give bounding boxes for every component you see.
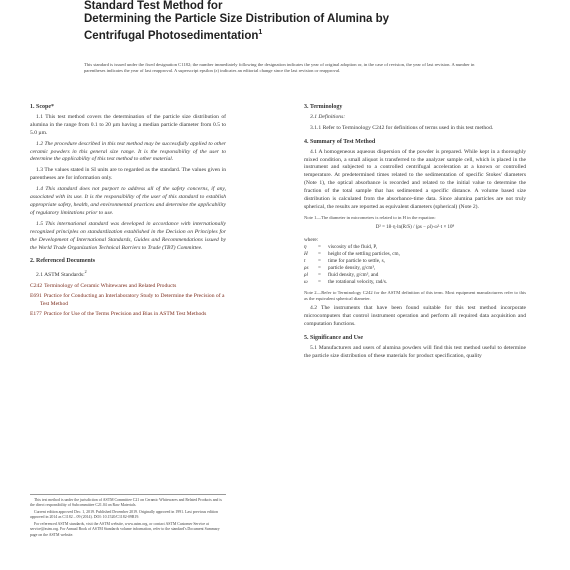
reference-item[interactable]: E177 Practice for Use of the Terms Precision and Bias in ASTM Test Methods [30, 310, 207, 317]
reference-item[interactable]: E691 Practice for Conducting an Interlaboratory Study to Determine the Precision of a Test Method [30, 292, 225, 307]
footnote-1-edition: Current edition approved Dec. 1, 2019. Published December 2019. Originally approved in 1991. Last previous edition approved in 2014 as C1182 – 09 (2014). DOI: 10.1520/C1182-09R19. [30, 510, 218, 520]
symbol-definition: η = viscosity of the fluid, P, [304, 244, 377, 251]
note-1: Note 1—The diameter in micrometres is related to in H in the equation: [304, 214, 436, 220]
symbol-definition: ω = the rotational velocity, rad/s. [304, 279, 388, 286]
paragraph-1-5: 1.5 This international standard was developed in accordance with internationally recognized principles on standardization established in the Decision on Principles for the Development of International Standards, Guides and Recommendations issued by the World Trade Organization Technical Barriers to Trade (TBT) Committee. [30, 220, 226, 251]
footnote-1: This test method is under the jurisdiction of ASTM Committee C21 on Ceramic Whitewares and Related Products and is the direct responsibility of Subcommittee C21.04 on Raw Materials. [30, 498, 222, 508]
title-line-2: Determining the Particle Size Distribution of Alumina by [84, 13, 390, 25]
stokes-equation: D² = 18·η·ln(R/S) / (ρs − ρl)·ω²·t × 10⁸ [375, 225, 455, 231]
section-referenced-documents-heading: 2. Referenced Documents [30, 258, 96, 265]
paragraph-3-1: 3.1 Definitions: [310, 113, 346, 120]
section-significance-heading: 5. Significance and Use [304, 335, 364, 342]
astm-standards-label: 2.1 ASTM Standards:$^2$ [36, 269, 87, 279]
paragraph-1-1: 1.1 This test method covers the determination of the particle size distribution of alumina in the range from 0.1 to 20 µm having a median particle diameter from 0.5 to 5.0 µm. [30, 113, 226, 136]
note-2: Note 2—Refer to Terminology C242 for the ASTM definition of this term. Most equipment manufacturers refer to this as the equivalent spherical diameter. [304, 290, 526, 302]
paragraph-3-1-1: 3.1.1 Refer to Terminology C242 for definitions of terms used in this test method. [310, 124, 494, 131]
designation-intro: This standard is issued under the fixed designation C1182; the number immediately following the designation indicates the year of original adoption or, in the case of revision, the year of last revision. A number in parentheses indicates the year of last reapproval. A superscript epsilon (ε) indicates an editorial change since the last revision or reapproval. [84, 62, 475, 73]
paragraph-4-1: 4.1 A homogeneous aqueous dispersion of the powder is prepared. While kept in a thoroughly mixed condition, a small aliquot is transferred to the analyzer sample cell, which is placed in the instrument and subjected to a controlled centrifugal acceleration at a known or controlled temperature. At predetermined times related to the sedimentation of specific Stokes' diameters (Note 1), the optical absorbance is recorded and related to the initial value to determine the fraction of the total sample that has sedimented a specific distance. A volume based size distribution is calculated from the absorbance-time data. Since alumina particles are not truly spherical, the results are reported as equivalent diameters (spherical) (Note 2). [304, 148, 526, 210]
title-footnote-mark: 1 [258, 29, 263, 36]
paragraph-4-2: 4.2 The instruments that have been found suitable for this test method incorporate microcomputers that control instrument operation and perform all required data acquisition and computation functions. [304, 305, 526, 328]
title-block [84, 0, 504, 43]
section-terminology-heading: 3. Terminology [304, 104, 343, 110]
paragraph-1-2: 1.2 The procedure described in this test method may be successfully applied to other ceramic powders in this general size range. It is the responsibility of the user to determine the applicability of this test method to other material. [30, 140, 226, 163]
footnote-2: For referenced ASTM standards, visit the ASTM website, www.astm.org, or contact ASTM Customer Service at service@astm.org. For Annual Book of ASTM Standards volume information, refer to the standard's Document Summary page on the ASTM website. [30, 522, 220, 537]
title-line-3: Centrifugal Photosedimentation$^1$ [84, 29, 263, 42]
right-column [304, 98, 526, 364]
symbol-definition: t = time for particle to settle, s, [304, 258, 385, 265]
where-label: where: [304, 237, 319, 244]
title-line-1: Standard Test Method for [84, 0, 223, 12]
symbol-definition: ρs = particle density, g/cm³, [304, 265, 376, 272]
section-scope-heading: 1. Scope* [30, 104, 54, 110]
left-column [30, 98, 226, 321]
paragraph-1-4: 1.4 This standard does not purport to address all of the safety concerns, if any, associated with its use. It is the responsibility of the user of this standard to establish appropriate safety, health, and environmental practices and determine the applicability of regulatory limitations prior to use. [30, 186, 226, 216]
symbol-definition: H = height of the settling particles, cm, [304, 251, 400, 258]
symbol-definition: ρl = fluid density, g/cm³, and [304, 272, 379, 279]
paragraph-1-3: 1.3 The values stated in SI units are to regarded as the standard. The values given in parentheses are for information only. [30, 167, 226, 182]
paragraph-5-1: 5.1 Manufacturers and users of alumina powders will find this test method useful to determine the particle size distribution of these materials for product specification, quality [304, 345, 526, 360]
section-summary-heading: 4. Summary of Test Method [304, 138, 376, 145]
footnotes [30, 494, 226, 540]
reference-item[interactable]: C242 Terminology of Ceramic Whitewares and Related Products [30, 283, 177, 290]
